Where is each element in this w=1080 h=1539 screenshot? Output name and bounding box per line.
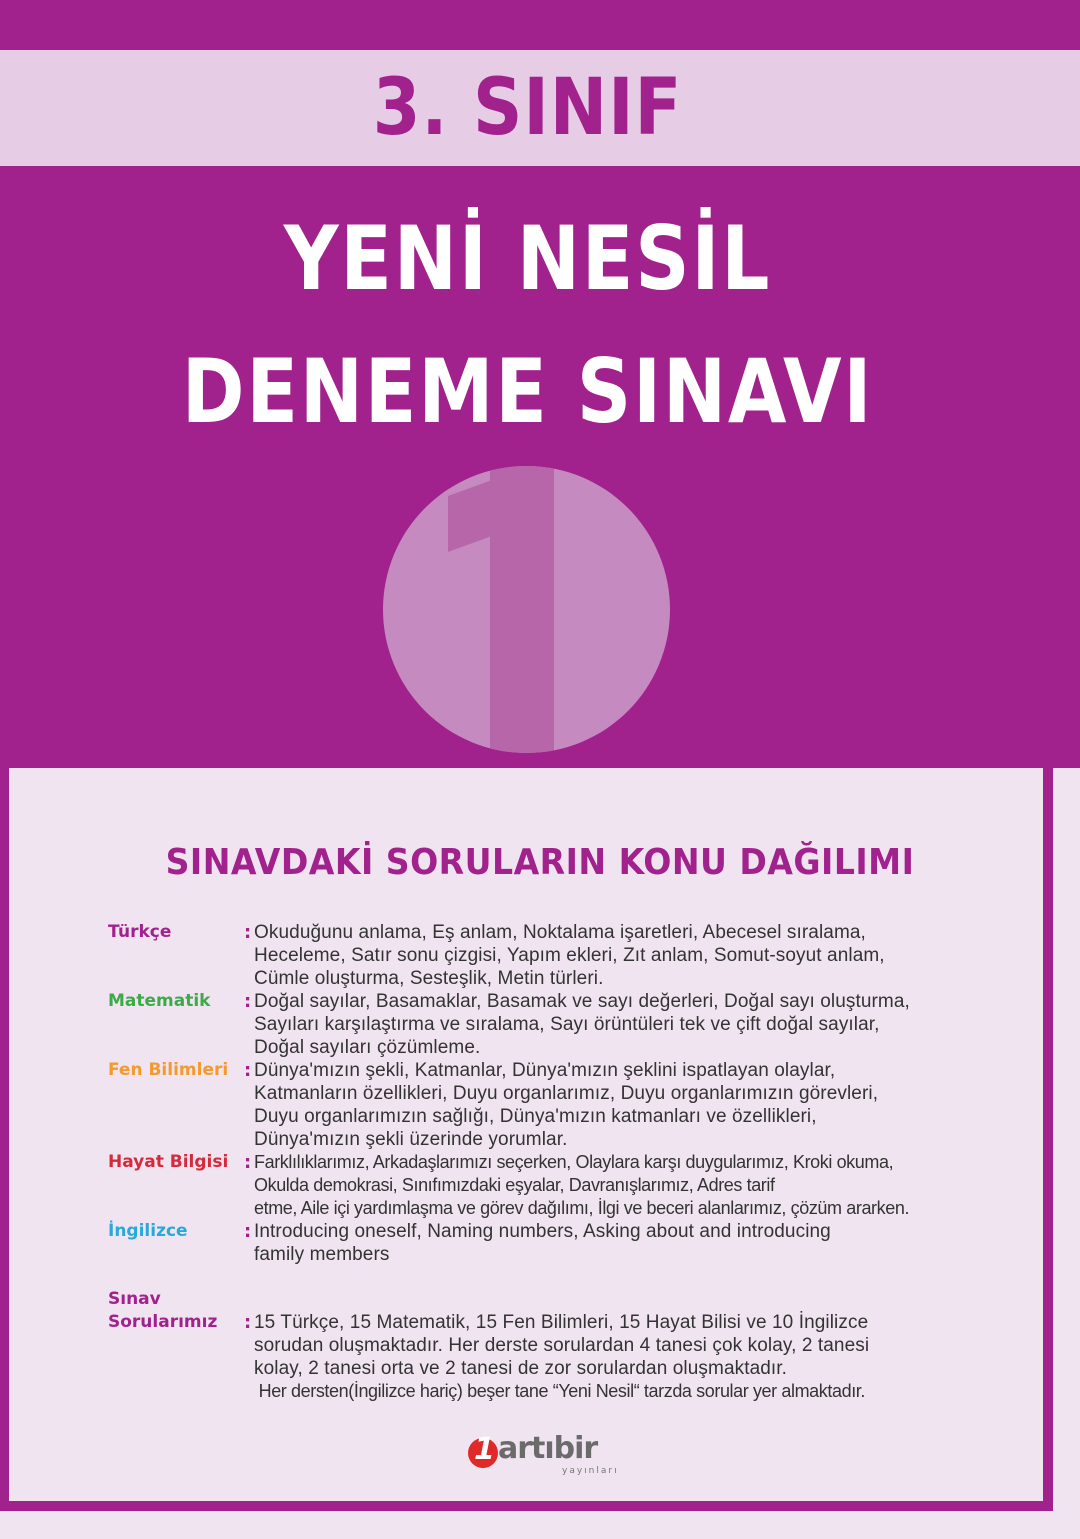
topic-line: family members [254, 1244, 390, 1265]
subject-topics [254, 1151, 988, 1220]
subject-label: Fen Bilimleri [108, 1060, 229, 1080]
subject-topics [254, 921, 988, 990]
exam-number-badge [383, 466, 670, 753]
main-title-line2: DENEME SINAVI [181, 340, 874, 443]
frame-right-border [1043, 768, 1053, 1511]
subject-label: Hayat Bilgisi [108, 1152, 229, 1172]
exam-info-label-line2: Sorularımız [108, 1312, 218, 1332]
topic-line: Dünya'mızın şekli, Katmanlar, Dünya'mızın şeklini ispatlayan olaylar, [254, 1060, 836, 1081]
separator: : [244, 1152, 252, 1173]
main-title-line1: YENİ NESİL [283, 207, 772, 310]
separator: : [244, 1312, 252, 1333]
publisher-logo [468, 1430, 618, 1480]
topic-line: Okulda demokrasi, Sınıfımızdaki eşyalar, Davranışlarımız, Adres tarif [254, 1175, 775, 1195]
subject-turkce [108, 921, 988, 990]
subject-label: İngilizce [108, 1221, 188, 1241]
topic-line: Dünya'mızın şekli üzerinde yorumlar. [254, 1129, 568, 1150]
exam-info-text [254, 1311, 988, 1403]
info-line: Her dersten(İngilizce hariç) beşer tane “Yeni Nesil“ tarzda sorular yer almaktadır. [254, 1381, 866, 1401]
separator: : [244, 1060, 252, 1081]
subject-topics [254, 1059, 988, 1151]
section-title: SINAVDAKİ SORULARIN KONU DAĞILIMI [165, 842, 915, 883]
logo-wordmark: artıbir [498, 1431, 598, 1466]
subject-topics [254, 1220, 988, 1266]
subject-matematik [108, 990, 988, 1059]
info-line: 15 Türkçe, 15 Matematik, 15 Fen Bilimleri, 15 Hayat Bilisi ve 10 İngilizce [254, 1312, 869, 1333]
subject-label: Matematik [108, 991, 211, 1011]
exam-info [108, 1288, 988, 1403]
topic-line: Doğal sayılar, Basamaklar, Basamak ve sayı değerleri, Doğal sayı oluşturma, [254, 991, 910, 1012]
topic-line: Heceleme, Satır sonu çizgisi, Yapım ekleri, Zıt anlam, Somut-soyut anlam, [254, 945, 885, 966]
frame-left-border [0, 768, 9, 1511]
frame-bottom-border [0, 1501, 1053, 1511]
topic-line: etme, Aile içi yardımlaşma ve görev dağılımı, İlgi ve beceri alanlarımız, çözüm ararken. [254, 1198, 910, 1218]
subject-ingilizce [108, 1220, 988, 1266]
topic-line: Sayıları karşılaştırma ve sıralama, Sayı örüntüleri tek ve çift doğal sayılar, [254, 1014, 880, 1035]
logo-subtitle: yayınları [562, 1466, 619, 1476]
info-line: kolay, 2 tanesi orta ve 2 tanesi de zor sorulardan oluşmaktadır. [254, 1358, 788, 1379]
subject-topics [254, 990, 988, 1059]
topic-line: Introducing oneself, Naming numbers, Asking about and introducing [254, 1221, 831, 1242]
topic-line: Katmanların özellikleri, Duyu organlarımız, Duyu organlarımızın görevleri, [254, 1083, 879, 1104]
topic-line: Cümle oluşturma, Sesteşlik, Metin türleri. [254, 968, 604, 989]
topic-line: Duyu organlarımızın sağlığı, Dünya'mızın katmanları ve özellikleri, [254, 1106, 817, 1127]
topic-line: Farklılıklarımız, Arkadaşlarımızı seçerken, Olaylara karşı duygularımız, Kroki okuma, [254, 1152, 894, 1172]
info-line: sorudan oluşmaktadır. Her derste sorulardan 4 tanesi çok kolay, 2 tanesi [254, 1335, 870, 1356]
grade-title: 3. SINIF [372, 63, 683, 153]
exam-info-row [108, 1311, 988, 1403]
topic-line: Okuduğunu anlama, Eş anlam, Noktalama işaretleri, Abecesel sıralama, [254, 922, 866, 943]
subject-label: Türkçe [108, 922, 172, 942]
separator: : [244, 1221, 252, 1242]
separator: : [244, 991, 252, 1012]
exam-info-label-line1: Sınav [108, 1289, 161, 1309]
subject-fen-bilimleri [108, 1059, 988, 1151]
logo-number: 1 [474, 1432, 495, 1467]
subject-hayat-bilgisi [108, 1151, 988, 1220]
topic-line: Doğal sayıları çözümleme. [254, 1037, 481, 1058]
subject-list [108, 921, 988, 1266]
separator: : [244, 922, 252, 943]
